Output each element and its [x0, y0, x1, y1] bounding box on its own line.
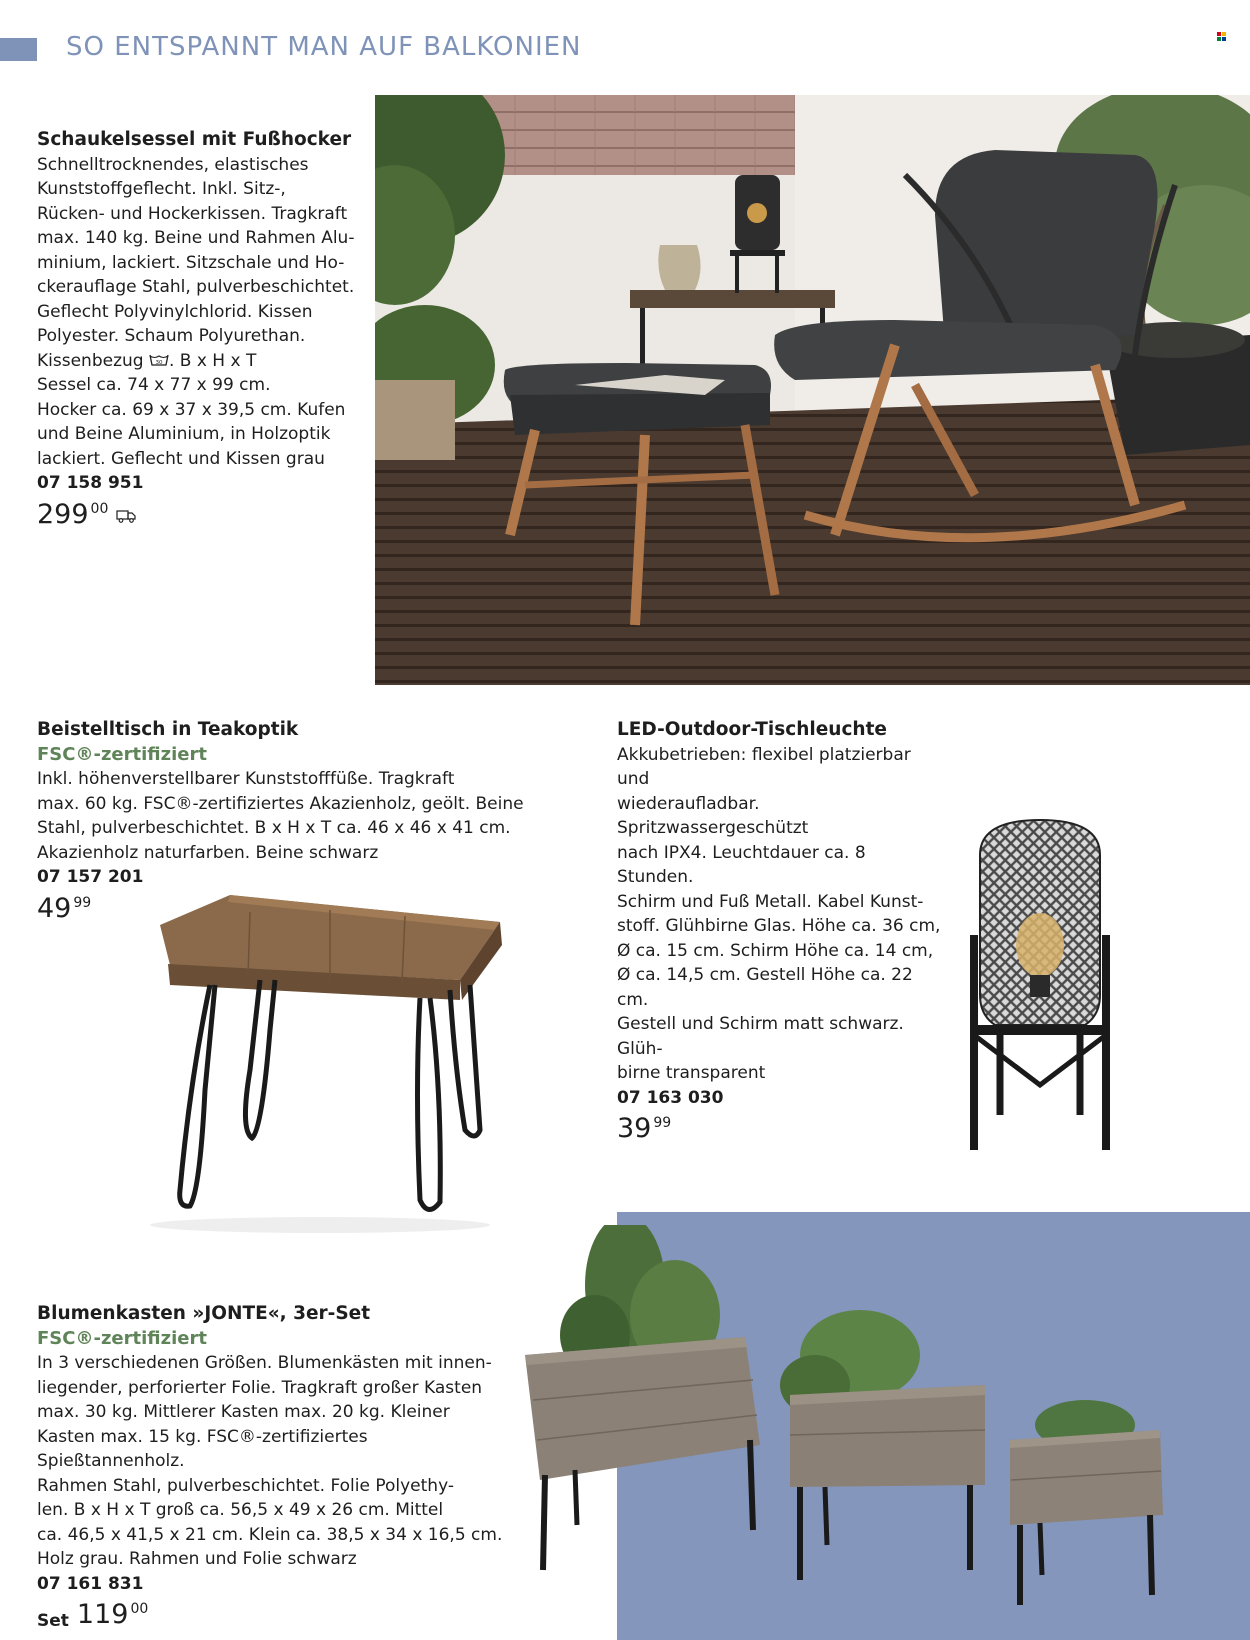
product-title: LED-Outdoor-Tischleuchte: [617, 719, 887, 740]
product-title: Schaukelsessel mit Fußhocker: [37, 129, 352, 150]
fsc-certified-label: FSC®-zertifiziert: [37, 743, 207, 765]
price-cents: 00: [130, 1601, 149, 1617]
corner-logo-icon: [1217, 32, 1226, 41]
article-number: 07 157 201: [37, 867, 144, 887]
product-description: In 3 verschiedenen Größen. Blumenkästen mit innen- liegender, perforierter Folie. Tragkraft großer Kasten max. 30 kg. Mittlerer Kasten max. 20 kg. Kleiner Kasten max. 15 kg. FSC®-zertifiziertes Spießtannenholz. Rahmen Stahl, pulverbeschichtet. Folie Polyethy- len. B x H x T groß ca. 56,5 x 49 x 26 cm. Mittel ca. 46,5 x 41,5 x 21 cm. Klein ca. 38,5 x 34 x 16,5 cm. Holz grau. Rahmen und Folie schwarz: [37, 1353, 503, 1569]
price-prefix: Set: [37, 1611, 69, 1631]
price-cents: 99: [73, 894, 92, 911]
price: [37, 1600, 517, 1634]
price-main: 39: [617, 1113, 652, 1144]
product-description: Inkl. höhenverstellbarer Kunststofffüße. Tragkraft max. 60 kg. FSC®-zertifiziertes Akazienholz, geölt. Beine Stahl, pulverbeschichtet. B x H x T ca. 46 x 46 x 41 cm. Akazienholz naturfarben. Beine schwarz: [37, 769, 524, 863]
price-main: 49: [37, 892, 72, 924]
price-main: 299: [37, 498, 89, 530]
product-planters: [37, 1302, 517, 1634]
product-lamp: [617, 718, 947, 1144]
lamp-photo: [960, 815, 1120, 1155]
svg-text:30: 30: [155, 359, 163, 366]
planters-photo: [515, 1225, 1250, 1640]
article-number: 07 163 030: [617, 1087, 724, 1108]
product-description: Schnelltrocknendes, elastisches Kunststoffgeflecht. Inkl. Sitz-, Rücken- und Hockerkissen. Tragkraft max. 140 kg. Beine und Rahmen Alu- minium, lackiert. Sitzschale und Ho- ckerauflage Stahl, pulverbeschichtet. Geflecht Polyvinylchlorid. Kissen Polyester. Schaum Polyurethan. Kissenbezug 30 . B x H x T Sessel ca. 74 x 77 x 99 cm. Hocker ca. 69 x 37 x 39,5 cm. Kufen und Beine Aluminium, in Holzoptik lackiert. Geflecht und Kissen grau: [37, 154, 355, 469]
rocking-chair-photo: [375, 95, 1250, 685]
article-number: 07 158 951: [37, 473, 144, 493]
product-title: Blumenkasten »JONTE«, 3er-Set: [37, 1303, 371, 1324]
product-title: Beistelltisch in Teakoptik: [37, 719, 299, 740]
price: [617, 1114, 947, 1144]
price-cents: 00: [90, 500, 109, 517]
product-description: Akkubetrieben: flexibel platzierbar und wiederaufladbar. Spritzwassergeschützt nach IPX4. Leuchtdauer ca. 8 Stunden. Schirm und Fuß Metall. Kabel Kunst- stoff. Glühbirne Glas. Höhe ca. 36 cm, Ø ca. 15 cm. Schirm Höhe ca. 14 cm, Ø ca. 14,5 cm. Gestell Höhe ca. 22 cm. Gestell und Schirm matt schwarz. Glüh- birne transparent: [617, 744, 941, 1083]
fsc-certified-label: FSC®-zertifiziert: [37, 1327, 207, 1349]
delivery-truck-icon: [116, 508, 136, 524]
header-accent-bar: [0, 38, 37, 61]
product-rocking-chair: [37, 128, 367, 530]
article-number: 07 161 831: [37, 1573, 144, 1594]
side-table-photo: [130, 890, 520, 1240]
page-title: SO ENTSPANNT MAN AUF BALKONIEN: [66, 32, 582, 62]
wash-30-icon: [149, 353, 169, 367]
price-main: 119: [76, 1599, 129, 1630]
price-cents: 99: [653, 1115, 672, 1131]
price: [37, 500, 367, 530]
